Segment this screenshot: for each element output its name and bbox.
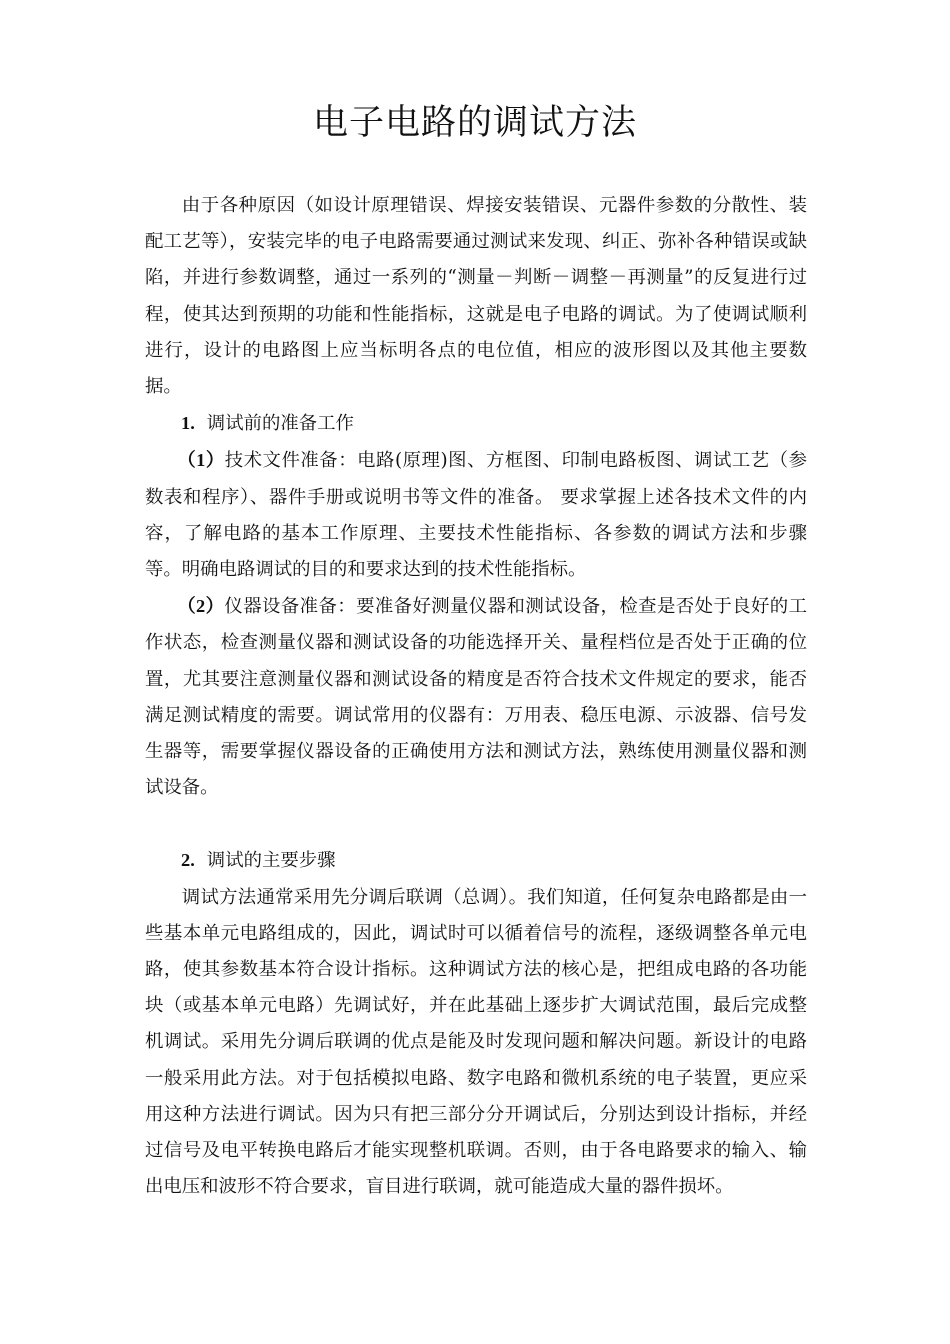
section-2-number: 2. bbox=[181, 850, 195, 871]
section-1-item-2-text: 仪器设备准备：要准备好测量仪器和测试设备，检查是否处于良好的工作状态，检查测量仪器和测试设备的功能选择开关、量程档位是否处于正确的位置，尤其要注意测量仪器和测试设备的精度是否符合技术文件规定的要求，能否满足测试精度的需要。调试常用的仪器有：万用表、稳压电源、示波器、信号发生器等，需要掌握仪器设备的正确使用方法和测试方法，熟练使用测量仪器和测试设备。 bbox=[145, 596, 807, 799]
section-gap bbox=[145, 806, 807, 842]
section-2-paragraph: 调试方法通常采用先分调后联调（总调）。我们知道，任何复杂电路都是由一些基本单元电路组成的，因此，调试时可以循着信号的流程，逐级调整各单元电路，使其参数基本符合设计指标。这种调试方法的核心是，把组成电路的各功能块（或基本单元电路）先调试好，并在此基础上逐步扩大调试范围，最后完成整机调试。采用先分调后联调的优点是能及时发现问题和解决问题。新设计的电路一般采用此方法。对于包括模拟电路、数字电路和微机系统的电子装置，更应采用这种方法进行调试。因为只有把三部分分开调试后，分别达到设计指标，并经过信号及电平转换电路后才能实现整机联调。否则，由于各电路要求的输入、输出电压和波形不符合要求，盲目进行联调，就可能造成大量的器件损坏。 bbox=[145, 886, 807, 1198]
section-1-item-1-number: （1） bbox=[177, 450, 225, 471]
section-1-item-2 bbox=[145, 588, 807, 806]
section-1-item-1-text: 技术文件准备：电路(原理)图、方框图、印制电路板图、调试工艺（参数表和程序）、器件手册或说明书等文件的准备。 要求掌握上述各技术文件的内容，了解电路的基本工作原理、主要技术性能指标、各参数的调试方法和步骤等。明确电路调试的目的和要求达到的技术性能指标。 bbox=[145, 450, 807, 581]
intro-paragraph: 由于各种原因（如设计原理错误、焊接安装错误、元器件参数的分散性、装配工艺等），安装完毕的电子电路需要通过测试来发现、纠正、弥补各种错误或缺陷，并进行参数调整，通过一系列的“测量－判断－调整－再测量”的反复进行过程，使其达到预期的功能和性能指标，这就是电子电路的调试。为了使调试顺利进行，设计的电路图上应当标明各点的电位值，相应的波形图以及其他主要数据。 bbox=[145, 195, 807, 398]
section-1-item-1 bbox=[145, 442, 807, 588]
document-body bbox=[145, 188, 807, 1205]
section-1-number: 1. bbox=[181, 413, 195, 434]
section-1-heading bbox=[145, 405, 807, 442]
document-title: 电子电路的调试方法 bbox=[312, 103, 637, 143]
section-2-heading bbox=[145, 842, 807, 879]
section-2-title: 调试的主要步骤 bbox=[206, 850, 336, 872]
section-1-item-2-number: （2） bbox=[177, 596, 225, 617]
section-1-title: 调试前的准备工作 bbox=[206, 413, 354, 435]
